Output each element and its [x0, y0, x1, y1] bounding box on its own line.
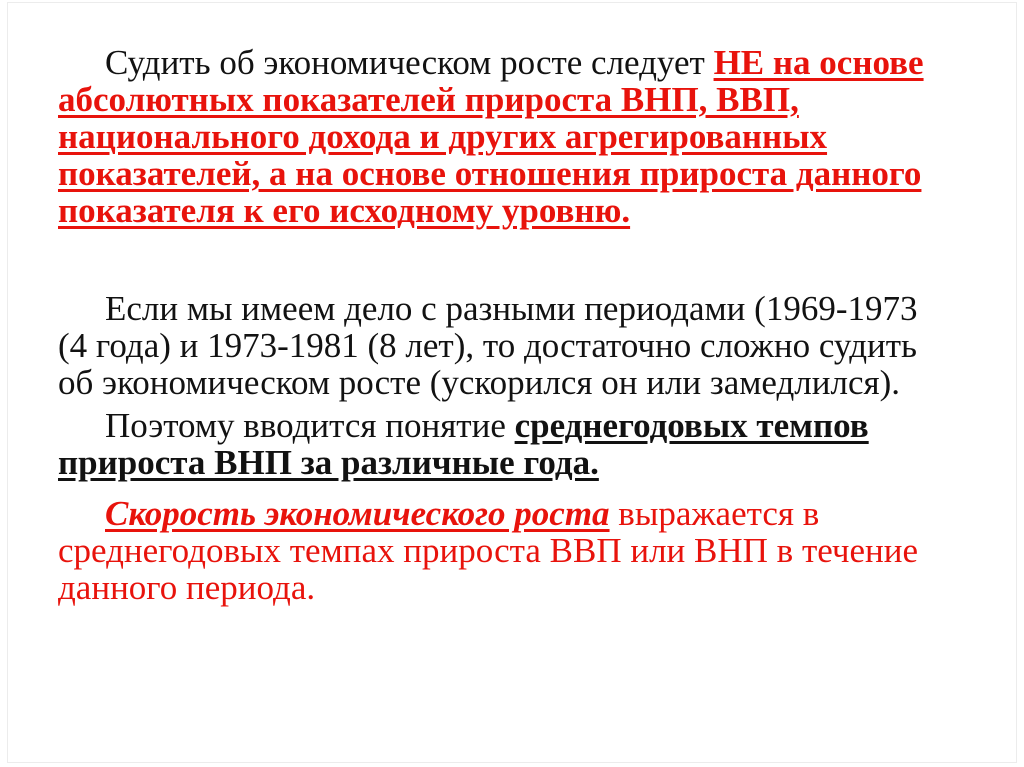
- text-run-red-emphasis: НЕ на основе абсолютных показателей прироста ВНП, ВВП, национального дохода и других агрегированных показателей, а на основе отношения прироста данного показателя к его исходному уровню.: [58, 43, 924, 230]
- text-run-therefore: Поэтому вводится понятие: [105, 406, 515, 445]
- text-run-black-intro: Судить об экономическом росте следует: [105, 43, 714, 82]
- paragraph-periods-example: [58, 290, 950, 401]
- slide-text-block: [58, 44, 950, 606]
- paragraph-average-rates: [58, 407, 950, 481]
- text-run-periods: Если мы имеем дело с разными периодами (1969-1973 (4 года) и 1973-1981 (8 лет), то достаточно сложно судить об экономическом росте (ускорился он или замедлился).: [58, 289, 918, 402]
- text-run-speed-definition: выражается в среднегодовых темпах прироста ВВП или ВНП в течение данного периода.: [58, 494, 919, 607]
- paragraph-growth-speed: [58, 495, 950, 606]
- paragraph-judging-growth: [58, 44, 950, 229]
- text-run-term-emphasis: среднегодовых темпов прироста ВНП за различные года.: [58, 406, 869, 482]
- text-run-speed-term: Скорость экономического роста: [105, 494, 610, 533]
